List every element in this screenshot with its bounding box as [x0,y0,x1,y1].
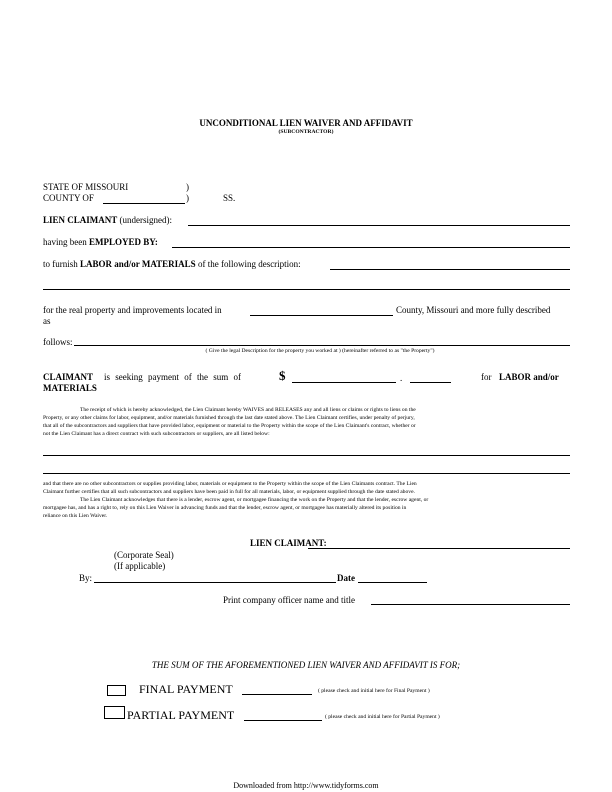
venue-bracket-2: ) [186,193,189,203]
employed-label: EMPLOYED BY: [88,237,158,247]
legal-description-field[interactable] [74,345,570,346]
amount-dot: . [400,373,403,383]
amount-dollars-field[interactable] [292,382,396,383]
print-name-label: Print company officer name and title [223,595,356,605]
signature-lien-claimant-field[interactable] [308,548,570,549]
subcontractor-field-2[interactable] [43,473,570,474]
for-text: for [481,372,492,382]
certification-paragraph [43,480,570,520]
date-field[interactable] [358,582,427,583]
ss-label: SS. [223,193,236,203]
document-title: UNCONDITIONAL LIEN WAIVER AND AFFIDAVIT [199,118,413,128]
if-applicable-label: (If applicable) [114,561,166,571]
document-subtitle: (SUBCONTRACTOR) [278,129,334,135]
county-field[interactable] [103,203,185,204]
county-label: COUNTY OF [43,193,94,203]
partial-payment-checkbox[interactable] [104,706,125,719]
labor-text: LABOR and/or [499,372,559,382]
employed-prefix: having been [43,237,89,247]
certification-line: mortgagee has, and has a right to, rely on this Lien Waiver in advancing funds and that the lender, escrow agent, or mortgagee has materially altered its position in [43,505,407,511]
furnish-suffix: of the following description: [195,259,301,269]
description-field[interactable] [330,269,570,270]
lien-claimant-field[interactable] [188,225,570,226]
final-payment-label: FINAL PAYMENT [139,682,233,696]
amount-cents-field[interactable] [410,382,451,383]
property-suffix: County, Missouri and more fully described [396,305,551,315]
waiver-line: The receipt of which is hereby acknowledged, the Lien Claimant hereby WAIVES and RELEASES any and all liens or claims or rights to liens on the [80,407,416,413]
certification-line: reliance on this Lien Waiver. [43,513,108,519]
property-prefix: for the real property and improvements located in [43,305,222,315]
venue-bracket-1: ) [186,182,189,192]
final-payment-initial-field[interactable] [242,694,312,695]
materials-text: MATERIALS [43,383,97,393]
corporate-seal-label: (Corporate Seal) [114,550,174,560]
certification-line: The Lien Claimant acknowledges that there is a lender, escrow agent, or mortgagee financing the work on the Property and that the lender, escrow agent, or [80,497,429,503]
sum-statement: THE SUM OF THE AFOREMENTIONED LIEN WAIVER AND AFFIDAVIT IS FOR; [151,660,461,670]
download-prefix: Downloaded from [233,781,294,790]
partial-payment-initial-field[interactable] [244,720,322,721]
property-county-field[interactable] [250,315,393,316]
employed-by-field[interactable] [172,247,570,248]
lien-claimant-label: LIEN CLAIMANT [43,215,118,225]
claimant-label: CLAIMANT [43,372,94,382]
print-name-field[interactable] [371,604,570,605]
download-link[interactable]: http://www.tidyforms.com [293,781,379,790]
partial-payment-label: PARTIAL PAYMENT [127,708,235,722]
lien-claimant-suffix: (undersigned): [119,215,172,225]
waiver-paragraph [43,406,570,438]
waiver-line: that all of the subcontractors and suppliers that have provided labor, equipment or material to the Property within the scope of the Lien Claimant's contract, whether or [43,423,416,429]
furnish-label: LABOR and/or MATERIALS [80,259,196,269]
property-as: as [43,316,51,326]
certification-line: Claimant further certifies that all such subcontractors and suppliers have been paid in full for all materials, labor, or equipment supplied through the date stated above. [43,489,415,495]
employed-row [43,237,158,247]
dollar-sign: $ [279,368,286,383]
by-signature-field[interactable] [94,582,336,583]
follows-label: follows: [43,337,73,347]
seeking-text: is seeking payment of the sum of [104,372,241,382]
lien-claimant-row [43,215,172,225]
subcontractor-field-1[interactable] [43,455,570,456]
certification-line: and that there are no other subcontractors or supplies providing labor, materials or equipment to the Property within the scope of the Lien Claimants contract. The Lien [43,481,417,487]
final-payment-note: ( please check and initial here for Final Payment ) [318,688,430,694]
partial-payment-note: ( please check and initial here for Partial Payment ) [325,714,440,720]
date-label: Date [337,573,355,583]
state-label: STATE OF MISSOURI [43,182,129,192]
furnish-prefix: to furnish [43,259,80,269]
signature-lien-claimant-label: LIEN CLAIMANT: [250,538,327,548]
final-payment-checkbox[interactable] [107,685,126,696]
by-label: By: [79,573,93,583]
furnish-row [43,259,301,269]
download-footer [0,781,612,790]
waiver-line: not the Lien Claimant has a direct contract with such subcontractors or suppliers, are all listed below: [43,431,270,437]
description-field-2[interactable] [43,289,570,290]
legal-description-note: ( Give the legal Description for the property you worked at ) (hereinafter referred to as "the Property") [205,348,435,354]
claimant-row [43,372,93,382]
waiver-line: Property, or any other claims for labor, equipment, and/or materials furnished through the last date stated above. The Lien Claimant certifies, under penalty of perjury, [43,415,415,421]
